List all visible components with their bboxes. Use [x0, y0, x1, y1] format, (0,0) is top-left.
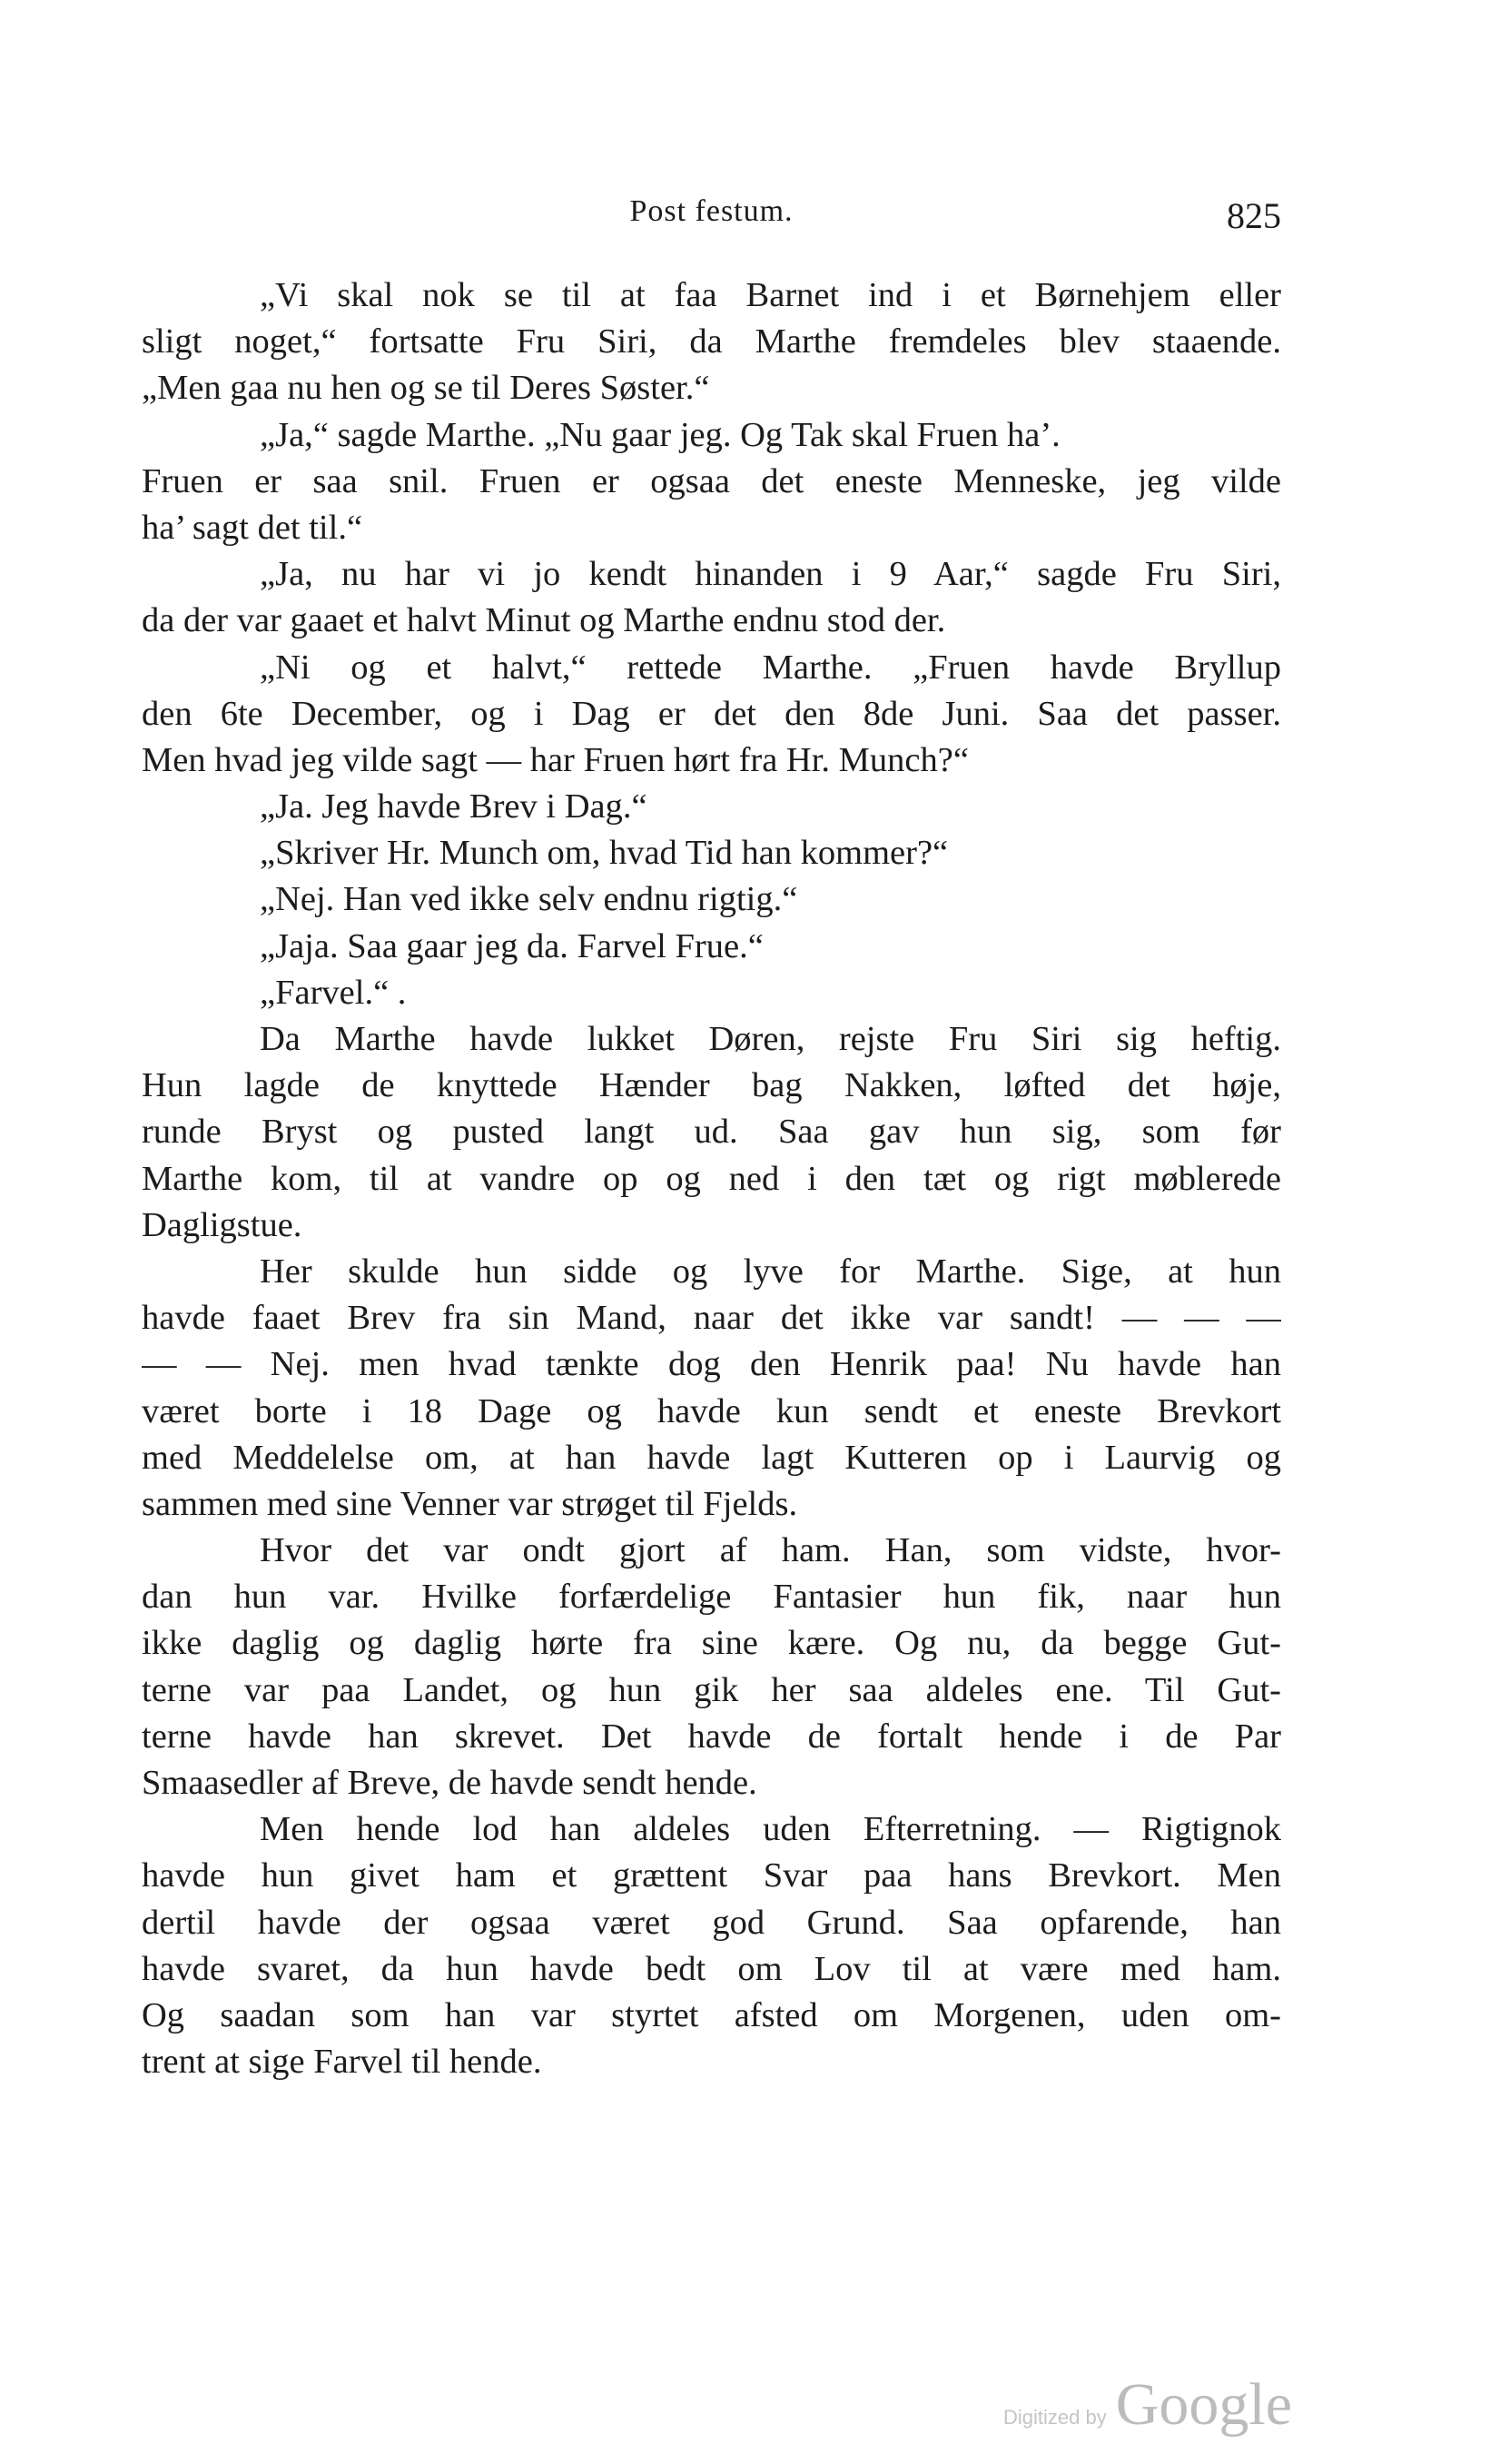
text-line: havde svaret, da hun havde bedt om Lov til at være med ham.: [142, 1949, 1281, 1988]
text-line: trent at sige Farvel til hende.: [142, 2043, 542, 2082]
text-line: Smaasedler af Breve, de havde sendt hende.: [142, 1764, 757, 1802]
text-line: da der var gaaet et halvt Minut og Marthe endnu stod der.: [142, 601, 946, 640]
text-line: Og saadan som han var styrtet afsted om Morgenen, uden om-: [142, 1995, 1281, 2034]
text-line: „Ni og et halvt,“ rettede Marthe. „Fruen havde Bryllup: [260, 648, 1281, 687]
text-line: „Vi skal nok se til at faa Barnet ind i et Børnehjem eller: [260, 276, 1281, 314]
text-line: „Ja. Jeg havde Brev i Dag.“: [260, 787, 647, 826]
text-line: terne havde han skrevet. Det havde de fortalt hende i de Par: [142, 1717, 1281, 1756]
text-line: Da Marthe havde lukket Døren, rejste Fru Siri sig heftig.: [260, 1020, 1281, 1058]
digitized-by-google-watermark: [1003, 2370, 1293, 2438]
text-line: „Jaja. Saa gaar jeg da. Farvel Frue.“: [260, 926, 764, 965]
text-line: „Men gaa nu hen og se til Deres Søster.“: [142, 369, 710, 408]
text-line: „Ja, nu har vi jo kendt hinanden i 9 Aar,“ sagde Fru Siri,: [260, 555, 1281, 594]
text-line: ha’ sagt det til.“: [142, 508, 363, 547]
text-line: dertil havde der ogsaa været god Grund. Saa opfarende, han: [142, 1903, 1281, 1942]
text-line: „Skriver Hr. Munch om, hvad Tid han kommer?“: [260, 834, 949, 873]
text-line: ikke daglig og daglig hørte fra sine kære. Og nu, da begge Gut-: [142, 1624, 1281, 1663]
text-line: Men hvad jeg vilde sagt — har Fruen hørt fra Hr. Munch?“: [142, 740, 969, 779]
text-line: den 6te December, og i Dag er det den 8de Juni. Saa det passer.: [142, 694, 1281, 733]
text-line: med Meddelelse om, at han havde lagt Kutteren op i Laurvig og: [142, 1438, 1281, 1477]
text-line: „Nej. Han ved ikke selv endnu rigtig.“: [260, 880, 798, 919]
page-number: 825: [1227, 195, 1281, 236]
running-title: Post festum.: [629, 194, 794, 228]
text-line: — — Nej. men hvad tænkte dog den Henrik paa! Nu havde han: [142, 1345, 1281, 1384]
text-line: Her skulde hun sidde og lyve for Marthe. Sige, at hun: [260, 1252, 1281, 1291]
text-line: havde hun givet ham et grættent Svar paa hans Brevkort. Men: [142, 1856, 1281, 1895]
text-line: terne var paa Landet, og hun gik her saa aldeles ene. Til Gut-: [142, 1670, 1281, 1709]
text-line: „Farvel.“ .: [260, 973, 407, 1012]
text-line: Fruen er saa snil. Fruen er ogsaa det eneste Menneske, jeg vilde: [142, 461, 1281, 500]
text-line: Dagligstue.: [142, 1205, 302, 1244]
text-line: sligt noget,“ fortsatte Fru Siri, da Marthe fremdeles blev staaende.: [142, 322, 1281, 361]
google-logo: Google: [1115, 2371, 1293, 2438]
text-line: Men hende lod han aldeles uden Efterretning. — Rigtignok: [260, 1810, 1281, 1849]
body-text: [142, 272, 1281, 2085]
text-line: runde Bryst og pusted langt ud. Saa gav hun sig, som før: [142, 1113, 1281, 1152]
text-line: Hun lagde de knyttede Hænder bag Nakken, løfted det høje,: [142, 1066, 1281, 1105]
watermark-prefix: Digitized by: [1003, 2406, 1107, 2429]
text-line: „Ja,“ sagde Marthe. „Nu gaar jeg. Og Tak skal Fruen ha’.: [260, 415, 1061, 454]
text-line: været borte i 18 Dage og havde kun sendt et eneste Brevkort: [142, 1391, 1281, 1430]
text-line: havde faaet Brev fra sin Mand, naar det ikke var sandt! — — —: [142, 1299, 1281, 1338]
text-line: dan hun var. Hvilke forfærdelige Fantasier hun fik, naar hun: [142, 1578, 1281, 1617]
text-line: Marthe kom, til at vandre op og ned i den tæt og rigt møblerede: [142, 1159, 1281, 1198]
page-header: [142, 194, 1281, 240]
text-line: sammen med sine Venner var strøget til Fjelds.: [142, 1484, 798, 1523]
text-line: Hvor det var ondt gjort af ham. Han, som vidste, hvor-: [260, 1531, 1281, 1570]
